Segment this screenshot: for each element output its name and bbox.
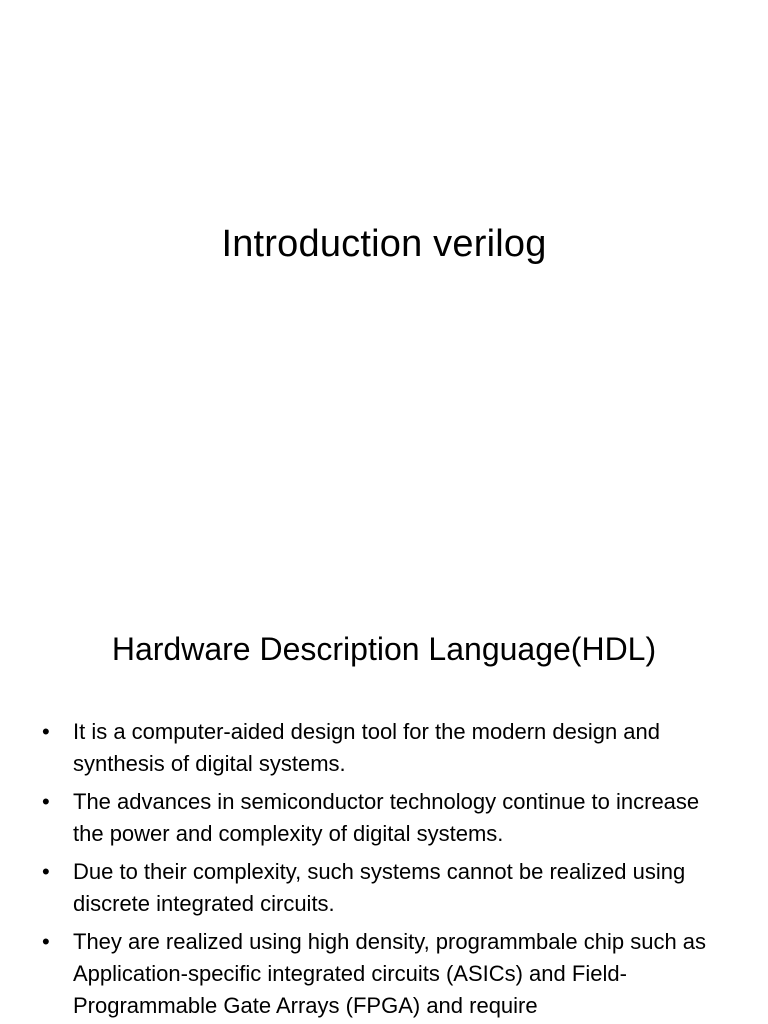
bullet-item xyxy=(40,786,728,850)
bullet-marker: • xyxy=(42,789,50,814)
slide-title: Introduction verilog xyxy=(221,223,547,265)
bullet-text: It is a computer-aided design tool for the modern design and synthesis of digital systems. xyxy=(73,719,661,776)
bullet-marker: • xyxy=(42,719,50,744)
bullet-item xyxy=(40,716,728,780)
bullet-text: They are realized using high density, programmbale chip such as Application-specific integrated circuits (ASICs) and Field-Programmable Gate Arrays (FPGA) and require xyxy=(73,929,707,1018)
bullet-marker: • xyxy=(42,929,50,954)
content-slide xyxy=(0,576,768,1024)
bullet-item xyxy=(40,856,728,920)
bullet-list xyxy=(40,716,728,1024)
bullet-marker: • xyxy=(42,859,50,884)
slide-heading: Hardware Description Language(HDL) xyxy=(111,631,657,667)
bullet-text: The advances in semiconductor technology continue to increase the power and complexity of digital systems. xyxy=(73,789,700,846)
bullet-item xyxy=(40,926,728,1022)
bullet-text: Due to their complexity, such systems cannot be realized using discrete integrated circuits. xyxy=(73,859,686,916)
